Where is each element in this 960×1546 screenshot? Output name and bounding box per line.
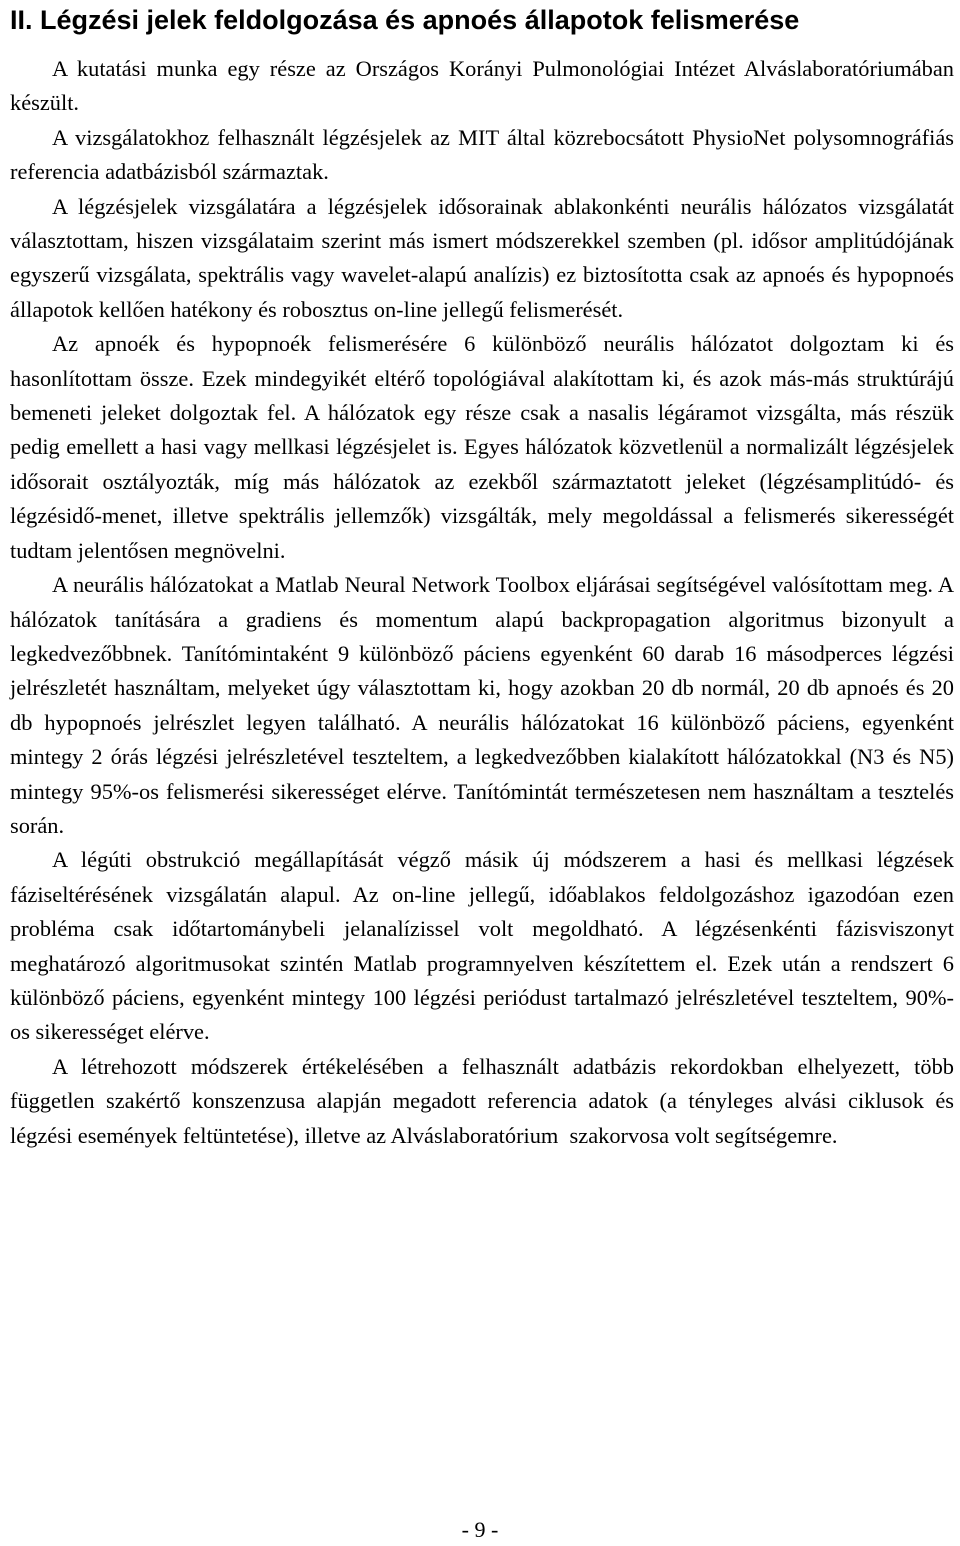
- body-text: [10, 52, 954, 1153]
- page-number: - 9 -: [461, 1517, 499, 1542]
- paragraph-intro: A kutatási munka egy része az Országos Korányi Pulmonológiai Intézet Alváslaboratóriumában készült.: [10, 56, 954, 116]
- paragraph-data-source: A vizsgálatokhoz felhasznált légzésjelek az MIT által közrebocsátott PhysioNet polysomnográfiás referencia adatbázisból származtak.: [10, 124, 954, 185]
- paragraph-evaluation: A létrehozott módszerek értékelésében a felhasznált adatbázis rekordokban elhelyezett, több független szakértő konszenzusa alapján megadott referencia adatok (a tényleges alvási ciklusok és légzési események feltüntetése), illetve az Alváslaboratórium szakorvosa volt segítségemre.: [10, 1053, 954, 1148]
- paragraph-obstruction: A légúti obstrukció megállapítását végző másik új módszerem a hasi és mellkasi légzések fáziseltérésének vizsgálatán alapul. Az on-line jellegű, időablakos feldolgozáshoz igazodóan ezen probléma csak időtartománybeli jelanalízissel volt megoldható. A légzésenkénti fázisviszonyt meghatározó algoritmusokat szintén Matlab programnyelven készítettem el. Ezek után a rendszert 6 különböző páciens, egyenként mintegy 100 légzési periódust tartalmazó jelrészletével teszteltem, 90%-os sikerességet elérve.: [10, 847, 954, 1045]
- paragraph-networks: Az apnoék és hypopnoék felismerésére 6 különböző neurális hálózatot dolgoztam ki és hasonlítottam össze. Ezek mindegyikét eltérő topológiával alakítottam ki, és azok más-más struktúrájú bemeneti jeleket dolgoztak fel. A hálózatok egy része csak a nasalis légáramot vizsgálta, más részük pedig emellett a hasi vagy mellkasi légzésjelet is. Egyes hálózatok közvetlenül a normalizált légzésjelek idősorait osztályozták, míg más hálózatok az ezekből származtatott jeleket (légzésamplitúdó- és légzésidő-menet, illetve spektrális jellemzők) vizsgálták, mely megoldással a felismerés sikerességét tudtam jelentősen megnövelni.: [10, 331, 954, 563]
- section-heading: II. Légzési jelek feldolgozása és apnoés állapotok felismerése: [10, 5, 800, 35]
- paragraph-training: A neurális hálózatokat a Matlab Neural Network Toolbox eljárásai segítségével valósítottam meg. A hálózatok tanítására a gradiens és momentum alapú backpropagation algoritmus bizonyult a legkedvezőbbnek. Tanítómintaként 9 különböző páciens egyenként 60 darab 16 másodperces légzési jelrészletét használtam, melyeket úgy választottam ki, hogy azokban 20 db normál, 20 db apnoés és 20 db hypopnoés jelrészlet legyen található. A neurális hálózatokat 16 különböző páciens, egyenként mintegy 2 órás légzési jelrészletével teszteltem, a legkedvezőbben kialakított hálózatokkal (N3 és N5) mintegy 95%-os felismerési sikerességet elérve. Tanítómintát természetesen nem használtam a tesztelés során.: [10, 572, 954, 838]
- paragraph-method-choice: A légzésjelek vizsgálatára a légzésjelek idősorainak ablakonkénti neurális hálózatos vizsgálatát választottam, hiszen vizsgálataim szerint más ismert módszerekkel szemben (pl. idősor amplitúdójának egyszerű vizsgálata, spektrális vagy wavelet-alapú analízis) ez biztosította csak az apnoés és hypopnoés állapotok kellően hatékony és robosztus on-line jellegű felismerését.: [10, 193, 954, 322]
